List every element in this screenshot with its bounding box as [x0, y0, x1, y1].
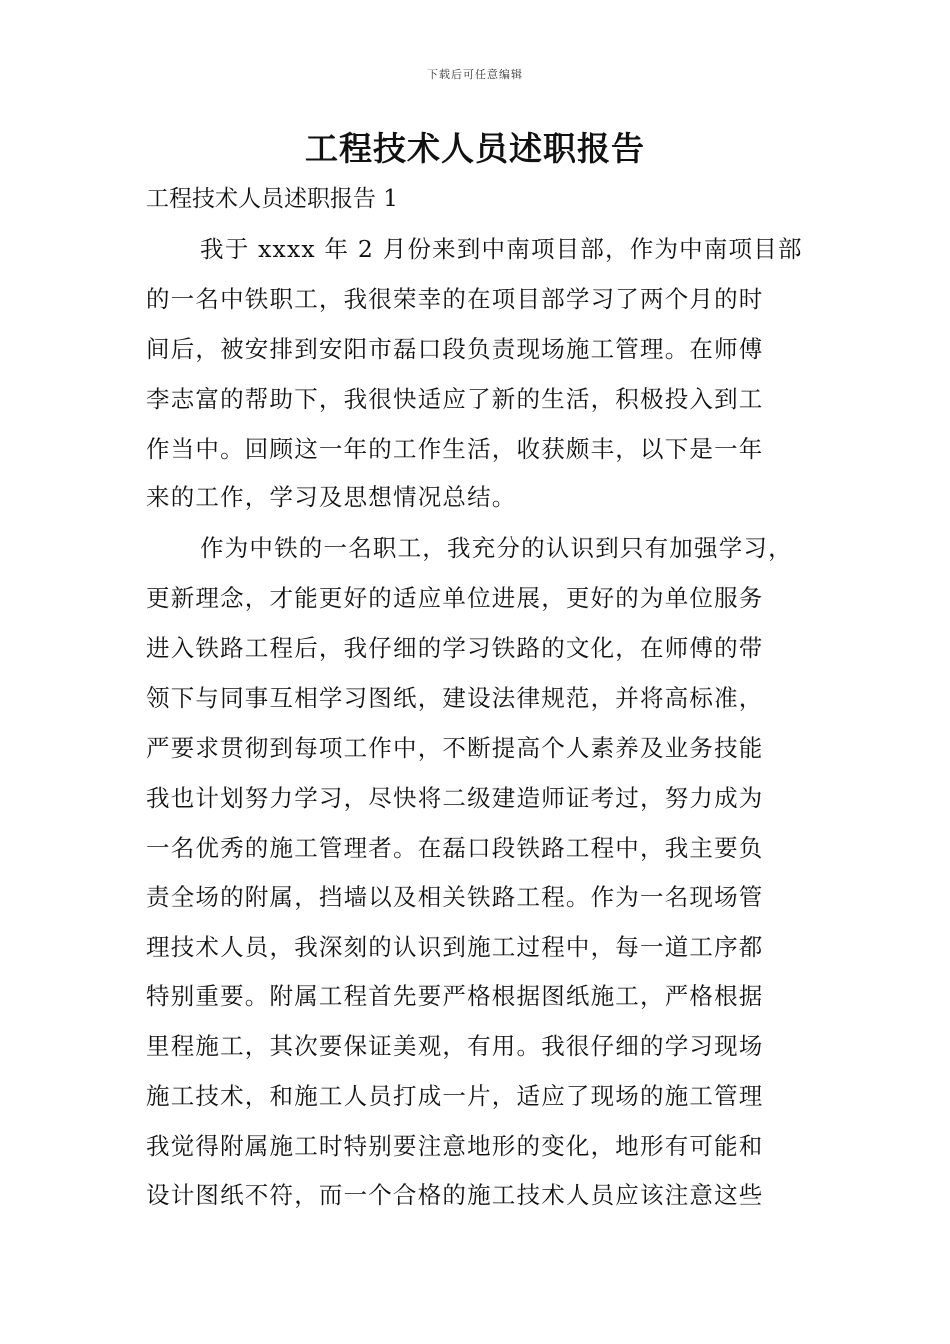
- paragraph-line: 特别重要。附属工程首先要严格根据图纸施工，严格根据: [146, 982, 764, 1010]
- paragraph-line: 一名优秀的施工管理者。在磊口段铁路工程中，我主要负: [146, 834, 764, 862]
- paragraph-line: 李志富的帮助下，我很快适应了新的生活，积极投入到工: [146, 385, 764, 413]
- paragraph-line: 进入铁路工程后，我仔细的学习铁路的文化，在师傅的带: [146, 634, 764, 662]
- paragraph-line: 责全场的附属，挡墙以及相关铁路工程。作为一名现场管: [146, 883, 764, 911]
- paragraph-line: 领下与同事互相学习图纸，建设法律规范，并将高标准，: [146, 684, 764, 712]
- document-title: 工程技术人员述职报告: [305, 129, 645, 168]
- paragraph-line: 施工技术，和施工人员打成一片，适应了现场的施工管理: [146, 1082, 764, 1110]
- paragraph-line: 我觉得附属施工时特别要注意地形的变化，地形有可能和: [146, 1132, 764, 1160]
- paragraph-line: 设计图纸不符，而一个合格的施工技术人员应该注意这些: [146, 1181, 764, 1209]
- paragraph-line: 作当中。回顾这一年的工作生活，收获颇丰，以下是一年: [146, 435, 764, 463]
- paragraph-line: 我于 xxxx 年 2 月份来到中南项目部，作为中南项目部: [200, 235, 803, 263]
- paragraph-line: 来的工作，学习及思想情况总结。: [146, 483, 517, 511]
- paragraph-line: 间后，被安排到安阳市磊口段负责现场施工管理。在师傅: [146, 335, 764, 363]
- paragraph-line: 理技术人员，我深刻的认识到施工过程中，每一道工序都: [146, 933, 764, 961]
- paragraph-line: 的一名中铁职工，我很荣幸的在项目部学习了两个月的时: [146, 285, 764, 313]
- paragraph-line: 更新理念，才能更好的适应单位进展，更好的为单位服务: [146, 584, 764, 612]
- paragraph-line: 我也计划努力学习，尽快将二级建造师证考过，努力成为: [146, 784, 764, 812]
- paragraph-line: 里程施工，其次要保证美观，有用。我很仔细的学习现场: [146, 1032, 764, 1060]
- paragraph-line: 严要求贯彻到每项工作中，不断提高个人素养及业务技能: [146, 734, 764, 762]
- section-heading: 工程技术人员述职报告 1: [146, 186, 398, 212]
- header-note: 下载后可任意编辑: [427, 68, 523, 81]
- paragraph-line: 作为中铁的一名职工，我充分的认识到只有加强学习，: [200, 534, 793, 562]
